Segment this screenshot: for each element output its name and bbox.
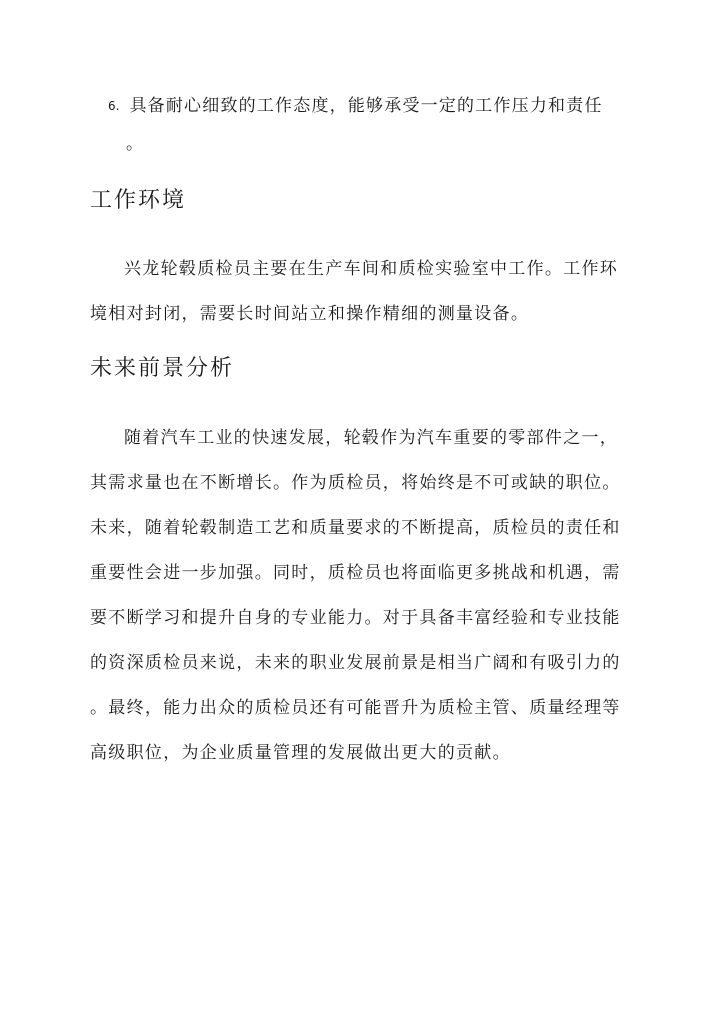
paragraph-future [90,416,635,776]
paragraph-line: 重要性会进一步加强。同时，质检员也将面临更多挑战和机遇，需 [90,563,621,583]
list-item-number: 6. [108,99,120,113]
paragraph-line: 的资深质检员来说，未来的职业发展前景是相当广阔和有吸引力的 [90,653,621,673]
list-item-continuation: 。 [126,134,143,154]
section-heading-future: 未来前景分析 [90,356,235,381]
paragraph-line: 高级职位，为企业质量管理的发展做出更大的贡献。 [90,743,511,763]
list-item-6 [108,84,648,129]
paragraph-environment [90,247,635,337]
paragraph-line: 要不断学习和提升自身的专业能力。对于具备丰富经验和专业技能 [90,608,621,628]
paragraph-line: 未来，随着轮毂制造工艺和质量要求的不断提高，质检员的责任和 [90,518,621,538]
paragraph-line: 兴龙轮毂质检员主要在生产车间和质检实验室中工作。工作环 [124,259,619,279]
paragraph-line: 随着汽车工业的快速发展，轮毂作为汽车重要的零部件之一， [124,428,619,448]
paragraph-line: 。最终，能力出众的质检员还有可能晋升为质检主管、质量经理等 [90,698,621,718]
paragraph-line: 境相对封闭，需要长时间站立和操作精细的测量设备。 [90,304,530,324]
list-item-text: 具备耐心细致的工作态度，能够承受一定的工作压力和责任 [129,96,603,116]
paragraph-line: 其需求量也在不断增长。作为质检员，将始终是不可或缺的职位。 [90,473,621,493]
section-heading-environment: 工作环境 [90,188,187,213]
